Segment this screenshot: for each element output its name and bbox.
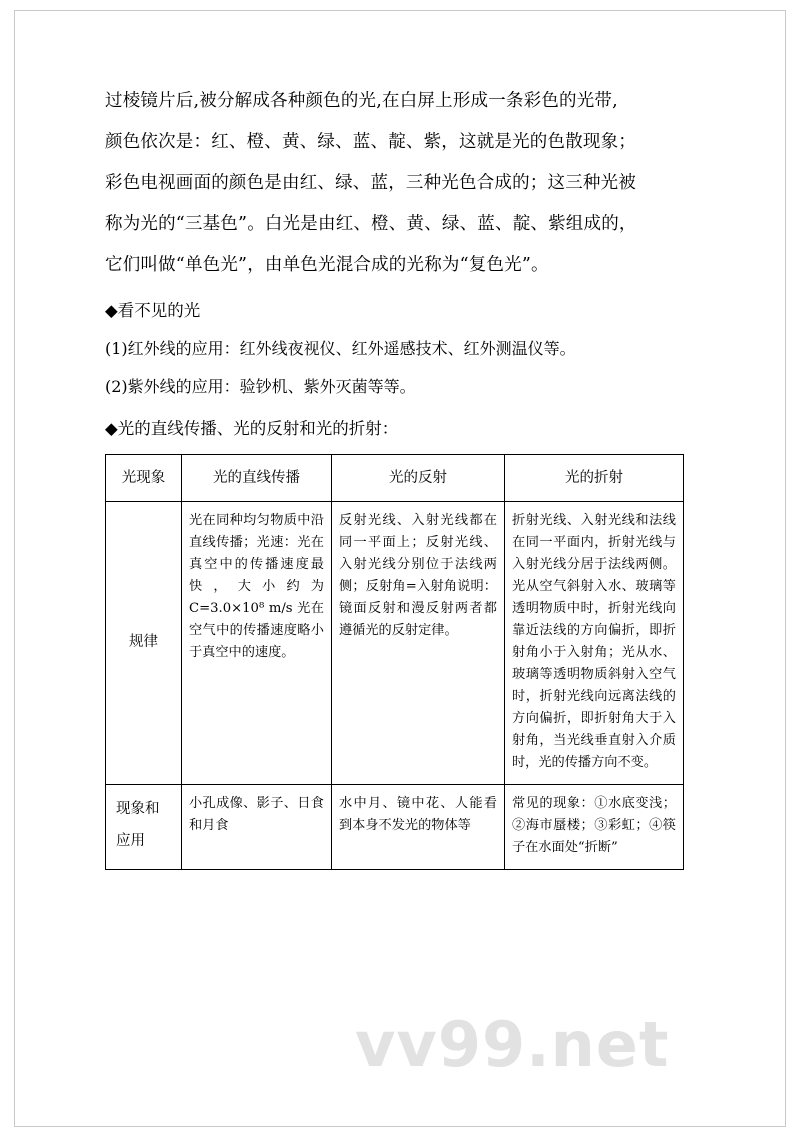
paragraph-line: 彩色电视画面的颜色是由红、绿、蓝，三种光色合成的；这三种光被: [105, 173, 636, 193]
table-header-cell: 光的反射: [332, 455, 505, 502]
paragraph-dispersion: [105, 81, 745, 286]
paragraph-line: 颜色依次是：红、橙、黄、绿、蓝、靛、紫，这就是光的色散现象；: [105, 132, 636, 152]
table-cell: 水中月、镜中花、人能看到本身不发光的物体等: [332, 785, 505, 870]
table-header-cell: 光的直线传播: [182, 455, 332, 502]
paragraph-line: 称为光的“三基色”。白光是由红、橙、黄、绿、蓝、靛、紫组成的，: [105, 214, 637, 234]
section-heading-invisible-light: ◆看不见的光: [105, 301, 201, 320]
section-heading-light-propagation: ◆光的直线传播、光的反射和光的折射：: [105, 419, 399, 438]
table-row: [106, 785, 684, 870]
paragraph-line: 它们叫做“单色光”，由单色光混合成的光称为“复色光”。: [105, 255, 549, 275]
paragraph-line: 过棱镜片后,被分解成各种颜色的光,在白屏上形成一条彩色的光带,: [105, 91, 618, 111]
watermark: vv99.net: [355, 1008, 670, 1081]
table-row-label: 现象和 应用: [106, 785, 182, 870]
table-cell: 常见的现象：①水底变浅；②海市蜃楼；③彩虹；④筷子在水面处“折断”: [505, 785, 684, 870]
list-item-ultraviolet: (2)紫外线的应用：验钞机、紫外灭菌等等。: [105, 377, 416, 396]
table-header-cell: 光的折射: [505, 455, 684, 502]
list-item-infrared: (1)红外线的应用：红外线夜视仪、红外遥感技术、红外测温仪等。: [105, 339, 576, 358]
table-cell: 折射光线、入射光线和法线在同一平面内，折射光线与入射光线分居于法线两侧。光从空气斜射入水、玻璃等透明物质中时，折射光线向靠近法线的方向偏折，即折射角小于入射角；光从水、玻璃等透明物质斜射入空气时，折射光线向远离法线的方向偏折，即折射角大于入射角，当光线垂直射入介质时，光的传播方向不变。: [505, 502, 684, 785]
table-cell: 反射光线、入射光线都在同一平面上；反射光线、入射光线分别位于法线两侧；反射角=入射角说明：镜面反射和漫反射两者都遵循光的反射定律。: [332, 502, 505, 785]
light-phenomena-table: [105, 454, 684, 870]
table-row-label: 规律: [106, 502, 182, 785]
table-header-cell: 光现象: [106, 455, 182, 502]
page-content: [105, 81, 745, 870]
document-page: [14, 10, 786, 1127]
table-cell: 光在同种均匀物质中沿直线传播；光速：光在真空中的传播速度最快，大小约为 C=3.0×10⁸ m/s 光在空气中的传播速度略小于真空中的速度。: [182, 502, 332, 785]
table-header-row: [106, 455, 684, 502]
table-row: [106, 502, 684, 785]
table-cell: 小孔成像、影子、日食和月食: [182, 785, 332, 870]
